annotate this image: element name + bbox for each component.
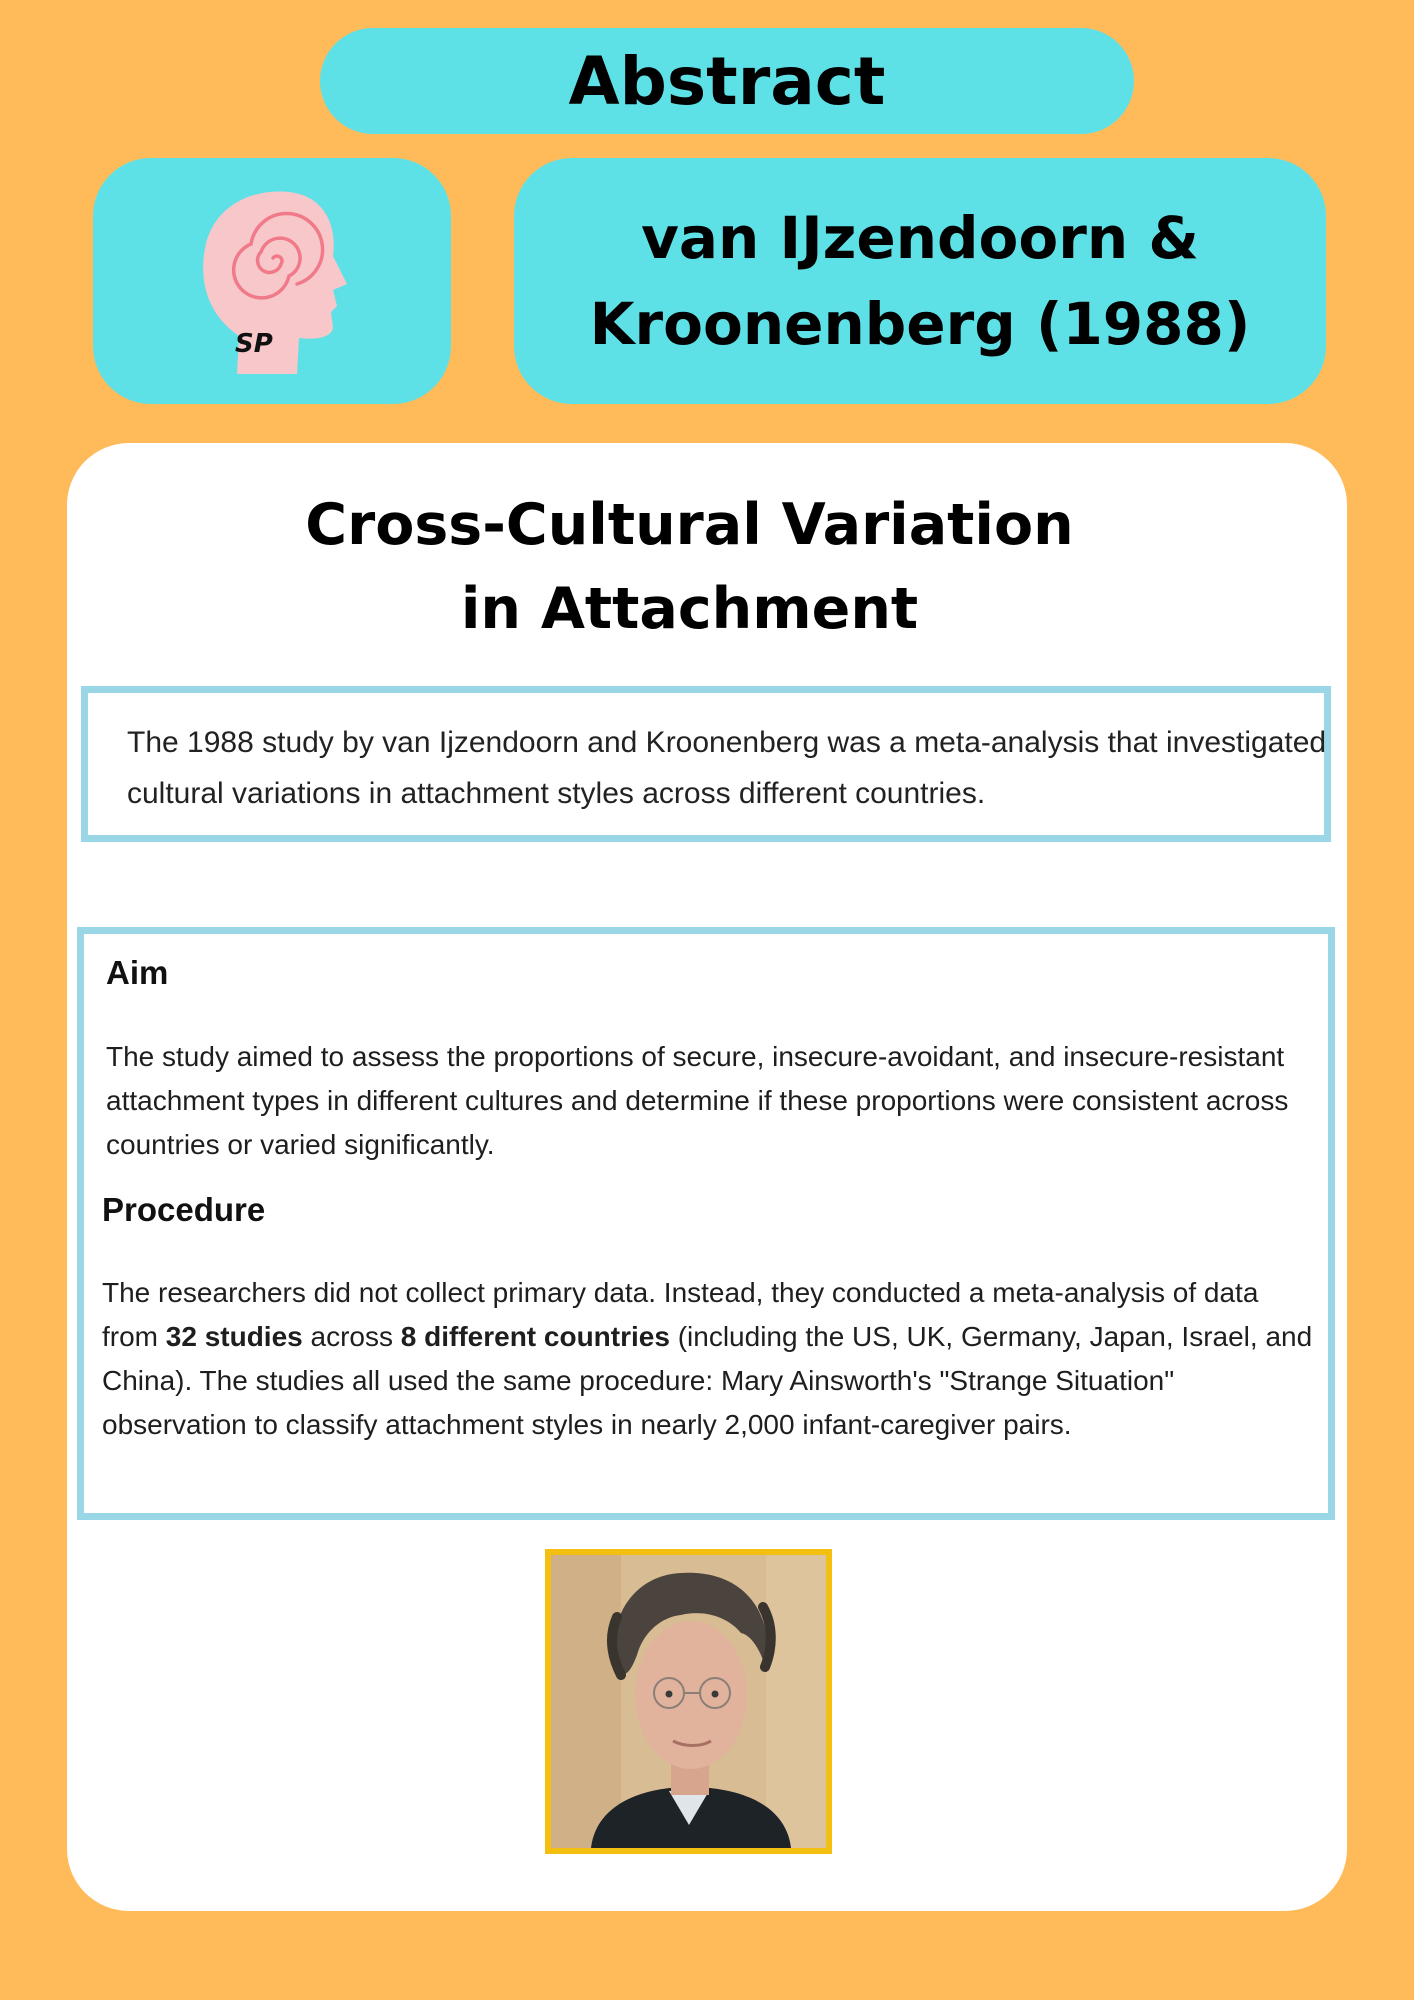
author-line-1: van IJzendoorn & bbox=[641, 204, 1199, 272]
procedure-text bbox=[102, 1271, 1317, 1447]
procedure-heading: Procedure bbox=[102, 1191, 266, 1228]
head-spiral-icon bbox=[197, 186, 347, 376]
card-title bbox=[67, 483, 1312, 651]
page-title: Abstract bbox=[568, 42, 886, 120]
aim-heading: Aim bbox=[106, 954, 169, 991]
procedure-text-part-3: (including the US, UK, Germany, Japan, Israel, and China). The studies all used the same procedure: Mary Ainsworth's "Strange Situation" observation to classify attachment styles in nearly 2,000 infant-caregiver pairs. bbox=[102, 1321, 1313, 1440]
aim-text: The study aimed to assess the proportions of secure, insecure-avoidant, and insecure-resistant attachment types in different cultures and determine if these proportions were consistent across countries or varied significantly. bbox=[106, 1041, 1289, 1160]
procedure-text-part-2: across bbox=[302, 1321, 401, 1352]
procedure-bold-countries: 8 different countries bbox=[400, 1321, 670, 1352]
card-title-line-1: Cross-Cultural Variation bbox=[305, 492, 1074, 558]
author-banner bbox=[514, 158, 1326, 404]
logo-box bbox=[93, 158, 451, 404]
card-title-line-2: in Attachment bbox=[460, 576, 919, 642]
procedure-text-part-1: The researchers did not collect primary data. Instead, they conducted a meta-analysis of data from bbox=[102, 1277, 1259, 1352]
intro-box bbox=[81, 686, 1331, 842]
header-banner bbox=[320, 28, 1134, 134]
intro-text: The 1988 study by van Ijzendoorn and Kroonenberg was a meta-analysis that investigated cultural variations in attachment styles across different countries. bbox=[127, 726, 1327, 810]
author-line-2: Kroonenberg (1988) bbox=[589, 290, 1251, 358]
logo-initials: SP bbox=[235, 329, 273, 359]
detail-box bbox=[77, 927, 1335, 1520]
researcher-photo bbox=[545, 1549, 832, 1854]
researcher-portrait bbox=[551, 1555, 826, 1848]
procedure-bold-studies: 32 studies bbox=[165, 1321, 303, 1352]
